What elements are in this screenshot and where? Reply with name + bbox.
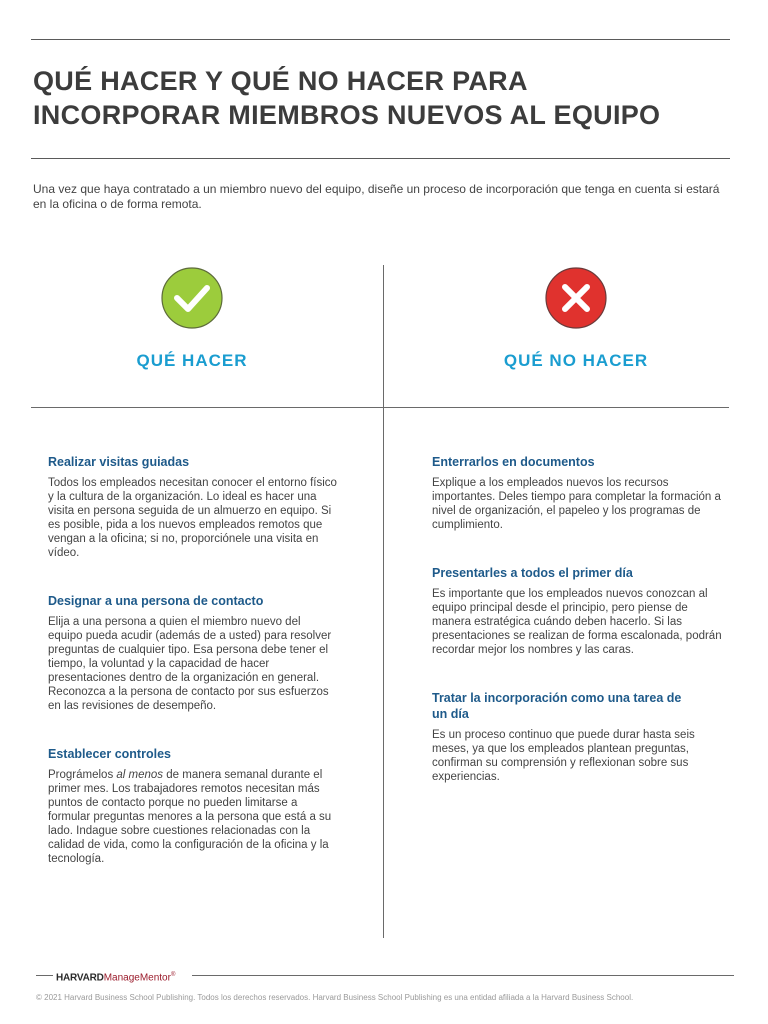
- do-item-title: Realizar visitas guiadas: [48, 455, 190, 469]
- dont-item-body: Es importante que los empleados nuevos conozcan al equipo principal desde el principio, pero piense de manera estratégica cuándo deben hacerlo. Si las presentaciones se realizan de forma escalonada, podrán recordar mejor los nombres y las caras.: [432, 588, 722, 656]
- body-text: Prográmelos: [48, 769, 117, 781]
- page-title-line-2: INCORPORAR MIEMBROS NUEVOS AL EQUIPO: [33, 100, 661, 130]
- cross-icon: [545, 267, 607, 329]
- page-title-line-1: QUÉ HACER Y QUÉ NO HACER PARA: [33, 66, 528, 96]
- do-item-body: Elija a una persona a quien el miembro nuevo del equipo pueda acudir (además de a usted) para resolver preguntas de cualquier tipo. Esa persona debe tener el tiempo, la voluntad y la capacidad de hacer presentaciones dentro de la organización en general. Reconozca a la persona de contacto por sus esfuerzos en las revisiones de desempeño.: [48, 616, 332, 712]
- do-item-body: Todos los empleados necesitan conocer el entorno físico y la cultura de la organización. Lo ideal es hacer una visita en persona seguida de un almuerzo en equipo. Si es posible, pida a los nuevos empleados remotos que vengan a la oficina; si no, proporciónele una visita en vídeo.: [48, 477, 337, 559]
- logo-brand-rest: ManageMentor: [103, 972, 171, 984]
- do-item-check-ins: [48, 746, 338, 866]
- footer-rule: [192, 975, 734, 976]
- body-text: de manera semanal durante el primer mes. Los trabajadores remotos necesitan más puntos de contacto porque no pueden limitarse a formular preguntas menores a la persona que está a su lado. Indague sobre cuestiones relacionadas con la calidad de vida, como la configuración de la oficina y la tecnología.: [48, 769, 332, 865]
- dont-item-title: Enterrarlos en documentos: [432, 455, 595, 469]
- dont-item-introductions: [432, 565, 722, 657]
- do-column: [48, 454, 338, 866]
- dont-item-title: Tratar la incorporación como una tarea de un día: [432, 691, 682, 721]
- dont-heading: QUÉ NO HACER: [503, 351, 649, 370]
- do-item-contact-person: [48, 593, 338, 713]
- copyright-notice: © 2021 Harvard Business School Publishing. Todos los derechos reservados. Harvard Business School Publishing es una entidad afiliada a la Harvard Business School.: [36, 993, 634, 1002]
- do-item-title: Establecer controles: [48, 747, 171, 761]
- title-rule: [31, 158, 730, 159]
- checkmark-icon: [161, 267, 223, 329]
- logo-trademark: ®: [170, 972, 176, 978]
- do-item-body: [48, 768, 338, 866]
- dont-item-documents: [432, 454, 722, 532]
- page-title: [33, 64, 733, 132]
- header-divider: [31, 407, 729, 408]
- harvard-managementor-logo: [56, 968, 175, 985]
- footer-dash: [36, 975, 53, 976]
- do-item-guided-tours: [48, 454, 338, 560]
- do-item-title: Designar a una persona de contacto: [48, 594, 264, 608]
- do-heading: QUÉ HACER: [136, 351, 248, 370]
- intro-paragraph: Una vez que haya contratado a un miembro nuevo del equipo, diseñe un proceso de incorporación que tenga en cuenta si estará en la oficina o de forma remota.: [33, 182, 720, 211]
- dont-item-body: Explique a los empleados nuevos los recursos importantes. Deles tiempo para completar la formación a nivel de organización, el papeleo y los programas de cumplimiento.: [432, 477, 721, 531]
- dont-column: [432, 454, 722, 784]
- dont-item-title: Presentarles a todos el primer día: [432, 566, 633, 580]
- logo-brand-bold: HARVARD: [56, 972, 104, 984]
- body-emphasis: al menos: [116, 769, 164, 781]
- column-divider: [383, 265, 384, 938]
- dont-item-one-day: [432, 690, 695, 784]
- top-rule: [31, 39, 730, 40]
- dont-item-body: Es un proceso continuo que puede durar hasta seis meses, ya que los empleados plantean preguntas, confirman su comprensión y reflexionan sobre sus experiencias.: [432, 729, 695, 783]
